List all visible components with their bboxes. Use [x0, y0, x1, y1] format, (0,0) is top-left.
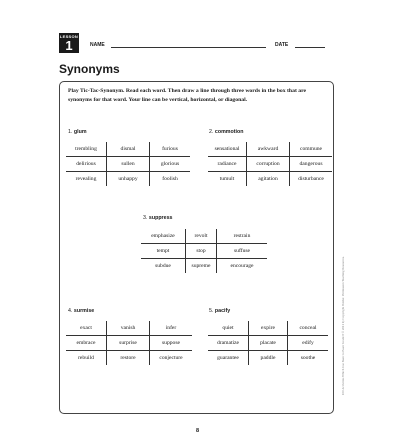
grid-cell[interactable]: awkward — [247, 142, 290, 157]
grid-cell[interactable]: disturbance — [290, 172, 333, 187]
grid-cell[interactable]: embrace — [66, 336, 107, 351]
grid-cell[interactable]: conjecture — [150, 351, 193, 366]
grid-cell[interactable]: sensational — [208, 142, 247, 157]
grid-cell[interactable]: rebuild — [66, 351, 107, 366]
page-number: 8 — [196, 428, 200, 434]
grid-cell[interactable]: restrain — [217, 229, 268, 244]
grid-cell[interactable]: foolish — [150, 172, 191, 187]
puzzle-3-label: 3. suppress — [143, 215, 173, 221]
grid-cell[interactable]: restore — [107, 351, 150, 366]
grid-cell[interactable]: furious — [150, 142, 191, 157]
grid-cell[interactable]: tumult — [208, 172, 247, 187]
grid-cell[interactable]: encourage — [217, 259, 268, 274]
grid-cell[interactable]: paddle — [249, 351, 288, 366]
grid-cell[interactable]: suppose — [150, 336, 193, 351]
grid-cell[interactable]: soothe — [288, 351, 329, 366]
puzzle-1-grid — [66, 142, 190, 186]
grid-cell[interactable]: subdue — [141, 259, 186, 274]
puzzle-2-label: 2. commotion — [209, 129, 244, 135]
lesson-number: 1 — [65, 38, 73, 53]
grid-cell[interactable]: dismal — [107, 142, 150, 157]
name-field[interactable] — [111, 47, 266, 48]
grid-cell[interactable]: suffuse — [217, 244, 268, 259]
grid-cell[interactable]: glorious — [150, 157, 191, 172]
puzzle-1-label: 1. glum — [68, 129, 87, 135]
grid-cell[interactable]: stop — [186, 244, 217, 259]
grid-cell[interactable]: emphasize — [141, 229, 186, 244]
grid-cell[interactable]: delirious — [66, 157, 107, 172]
grid-cell[interactable]: radiance — [208, 157, 247, 172]
grid-cell[interactable]: exact — [66, 321, 107, 336]
puzzle-4-grid — [66, 321, 192, 365]
grid-cell[interactable]: conceal — [288, 321, 329, 336]
grid-cell[interactable]: infer — [150, 321, 193, 336]
grid-cell[interactable]: dangerous — [290, 157, 333, 172]
puzzle-1-word: glum — [73, 129, 87, 135]
date-label: DATE — [275, 42, 289, 48]
grid-cell[interactable]: revealing — [66, 172, 107, 187]
puzzle-5-label: 5. pacify — [209, 308, 231, 314]
puzzle-4-label: 4. surmise — [68, 308, 95, 314]
grid-cell[interactable]: quiet — [208, 321, 249, 336]
grid-cell[interactable]: tempt — [141, 244, 186, 259]
grid-cell[interactable]: edify — [288, 336, 329, 351]
instructions: Play Tic-Tac-Synonym. Read each word. Then draw a line through three words in the box that are synonyms for that word. Your line can be vertical, horizontal, or diagonal. — [68, 88, 307, 103]
grid-cell[interactable]: sullen — [107, 157, 150, 172]
puzzle-5-grid — [208, 321, 328, 365]
grid-cell[interactable]: dramatize — [208, 336, 249, 351]
puzzle-3-word: suppress — [148, 215, 173, 221]
grid-cell[interactable]: placate — [249, 336, 288, 351]
grid-cell[interactable]: unhappy — [107, 172, 150, 187]
grid-cell[interactable]: expire — [249, 321, 288, 336]
puzzle-3-grid — [141, 229, 267, 273]
puzzle-2-grid — [208, 142, 332, 186]
puzzle-4-word: surmise — [73, 308, 95, 314]
grid-cell[interactable]: surprise — [107, 336, 150, 351]
grid-cell[interactable]: commune — [290, 142, 333, 157]
grid-cell[interactable]: revolt — [186, 229, 217, 244]
name-label: NAME — [90, 42, 105, 48]
grid-cell[interactable]: vanish — [107, 321, 150, 336]
date-field[interactable] — [295, 47, 325, 48]
grid-cell[interactable]: guarantee — [208, 351, 249, 366]
lesson-badge — [59, 33, 79, 53]
puzzle-2-word: commotion — [214, 129, 244, 135]
copyright-note: 100 Activities Which Use Basic to Basic Grade 8 © 2011 by Copyright Holder. Permission Teaching Resources. — [341, 256, 345, 395]
grid-cell[interactable]: corruption — [247, 157, 290, 172]
grid-cell[interactable]: trembling — [66, 142, 107, 157]
grid-cell[interactable]: agitation — [247, 172, 290, 187]
grid-cell[interactable]: supreme — [186, 259, 217, 274]
page-title: Synonyms — [59, 62, 120, 76]
puzzle-5-word: pacify — [214, 308, 231, 314]
lesson-label: LESSON — [59, 34, 79, 39]
